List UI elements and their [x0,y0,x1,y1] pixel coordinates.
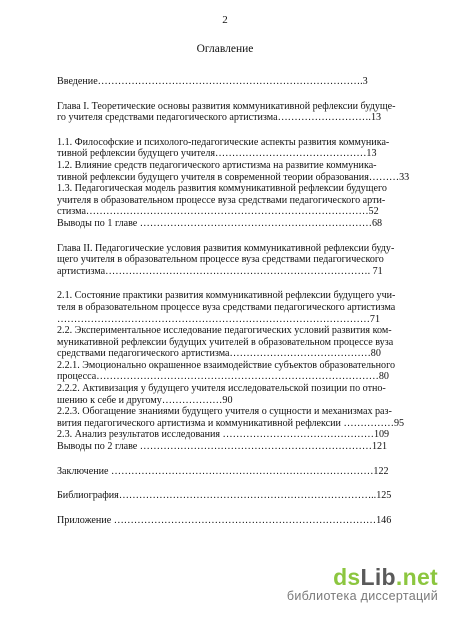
watermark-tagline: библиотека диссертаций [286,589,438,603]
toc-entry-conclusion [57,466,427,478]
watermark-logo-ds: ds [333,564,361,590]
toc-line: шению к себе и другому………………90 [57,394,233,406]
toc-line: 2.2.3. Обогащение знаниями будущего учителя о сущности и механизмах раз- [57,406,392,418]
toc-entry-appendix [57,515,427,527]
toc-line: щего учителя в образовательном процессе вуза средствами педагогического [57,254,384,266]
page-number: 2 [222,14,228,26]
toc-entry-chapter-2 [57,243,427,278]
toc-entry-introduction [57,76,427,88]
toc-line: тивной рефлексии будущего учителя в современной теории образования………33 [57,171,410,183]
toc-line: …………………………………………………………………………………71 [57,313,380,325]
toc-line: 1.2. Влияние средств педагогического артистизма на развитие коммуника- [57,159,377,171]
table-of-contents [57,76,427,526]
toc-line: 2.2. Экспериментальное исследование педагогических условий развития ком- [57,325,392,337]
toc-line: учителя в образовательном процессе вуза средствами педагогического арти- [57,194,386,206]
toc-line: го учителя средствами педагогического артистизма……………………….13 [57,112,382,124]
watermark-logo [287,565,438,589]
toc-line: Введение…………………………………………………………………….3 [57,76,368,87]
toc-line: средствами педагогического артистизма……………………………………80 [57,348,381,360]
toc-line: 2.2.1. Эмоционально окрашенное взаимодействие субъектов образовательного [57,359,396,371]
toc-line: 2.1. Состояние практики развития коммуникативной рефлексии будущего учи- [57,290,396,302]
toc-line: Приложение ……………………………………………………………………146 [57,514,392,526]
toc-line: тивной рефлексии будущего учителя………………………………………13 [57,148,377,160]
toc-entry-bibliography [57,490,427,502]
toc-line: теля в образовательном процессе вуза средствами педагогического артистизма [57,301,396,313]
toc-line: Глава II. Педагогические условия развития коммуникативной рефлексии буду- [57,242,395,254]
toc-line: муникативной рефлексии будущих учителей в образовательном процессе вуза [57,336,394,348]
toc-line: Выводы по 2 главе ……………………………………………………………121 [57,441,388,453]
toc-title: Оглавление [196,43,254,55]
toc-line: Выводы по 1 главе ……………………………………………………………68 [57,217,383,229]
toc-line: Библиография…………………………………………………………………..125 [57,490,392,502]
toc-line: 1.1. Философские и психолого-педагогические аспекты развития коммуника- [57,136,390,148]
toc-entry-chapter-2-sections [57,290,427,452]
toc-line: 1.3. Педагогическая модель развития коммуникативной рефлексии будущего [57,183,387,195]
toc-line: процесса…………………………………………………………………………80 [57,371,389,383]
toc-line: Заключение ……………………………………………………………………122 [57,465,389,477]
toc-line: стизма…………………………………………………………………………52 [57,206,379,218]
watermark-logo-lib: Lib [360,564,396,590]
toc-line: 2.2.2. Активизация у будущего учителя исследовательской позиции по отно- [57,383,386,395]
toc-entry-chapter-1 [57,101,427,124]
watermark-logo-net: .net [395,564,438,590]
toc-line: Глава I. Теоретические основы развития коммуникативной рефлексии будуще- [57,100,396,112]
toc-line: 2.3. Анализ результатов исследования ………………………………………109 [57,429,390,441]
toc-line: артистизма……………………………………………………………………. 71 [57,265,383,277]
watermark [287,565,438,603]
toc-line: вития педагогического артистизма и коммуникативной рефлексии ……………95 [57,417,405,429]
toc-entry-chapter-1-sections [57,137,427,230]
